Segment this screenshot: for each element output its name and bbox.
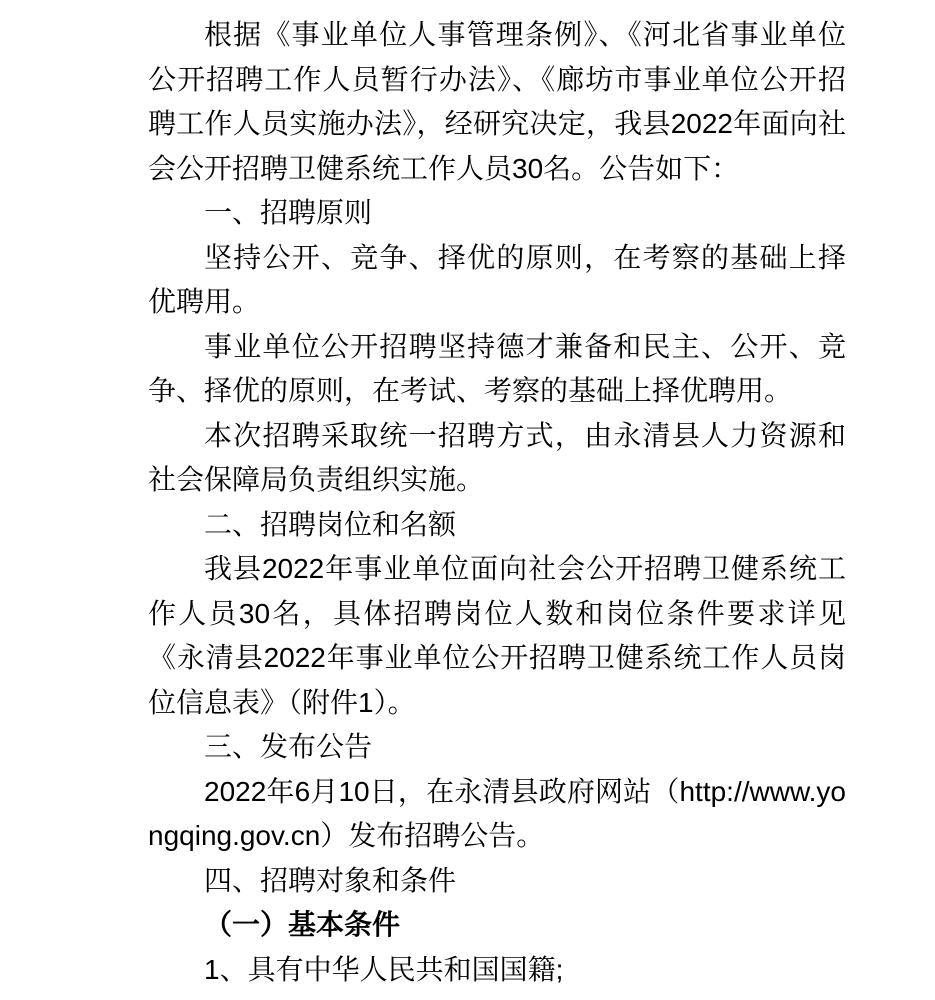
- condition-item-1: 1、具有中华人民共和国国籍;: [204, 953, 564, 985]
- intro-paragraph: 根据《事业单位人事管理条例》、《河北省事业单位公开招聘工作人员暂行办法》、《廊坊市事业单位公开招聘工作人员实施办法》，经研究决定，我县2022年面向社会公开招聘卫健系统工作人员30名。公告如下：: [148, 19, 846, 184]
- section-1-paragraph-2: 事业单位公开招聘坚持德才兼备和民主、公开、竞争、择优的原则，在考试、考察的基础上择优聘用。: [148, 330, 846, 406]
- section-4-heading: 四、招聘对象和条件: [204, 864, 457, 896]
- section-4-subheading-basic-conditions: （一）基本条件: [204, 909, 401, 940]
- section-1-paragraph-3: 本次招聘采取统一招聘方式，由永清县人力资源和社会保障局负责组织实施。: [148, 419, 846, 495]
- section-1-paragraph-1: 坚持公开、竞争、择优的原则，在考察的基础上择优聘用。: [148, 241, 846, 317]
- section-1-heading: 一、招聘原则: [204, 197, 373, 228]
- section-2-paragraph-1: 我县2022年事业单位面向社会公开招聘卫健系统工作人员30名，具体招聘岗位人数和岗位条件要求详见《永清县2022年事业单位公开招聘卫健系统工作人员岗位信息表》（附件1）。: [148, 553, 846, 718]
- section-2-heading: 二、招聘岗位和名额: [204, 508, 457, 540]
- section-3-paragraph-1: 2022年6月10日，在永清县政府网站（http://www.yongqing.gov.cn）发布招聘公告。: [148, 775, 846, 851]
- announcement-text-body: [148, 13, 846, 992]
- section-3-heading: 三、发布公告: [204, 731, 373, 762]
